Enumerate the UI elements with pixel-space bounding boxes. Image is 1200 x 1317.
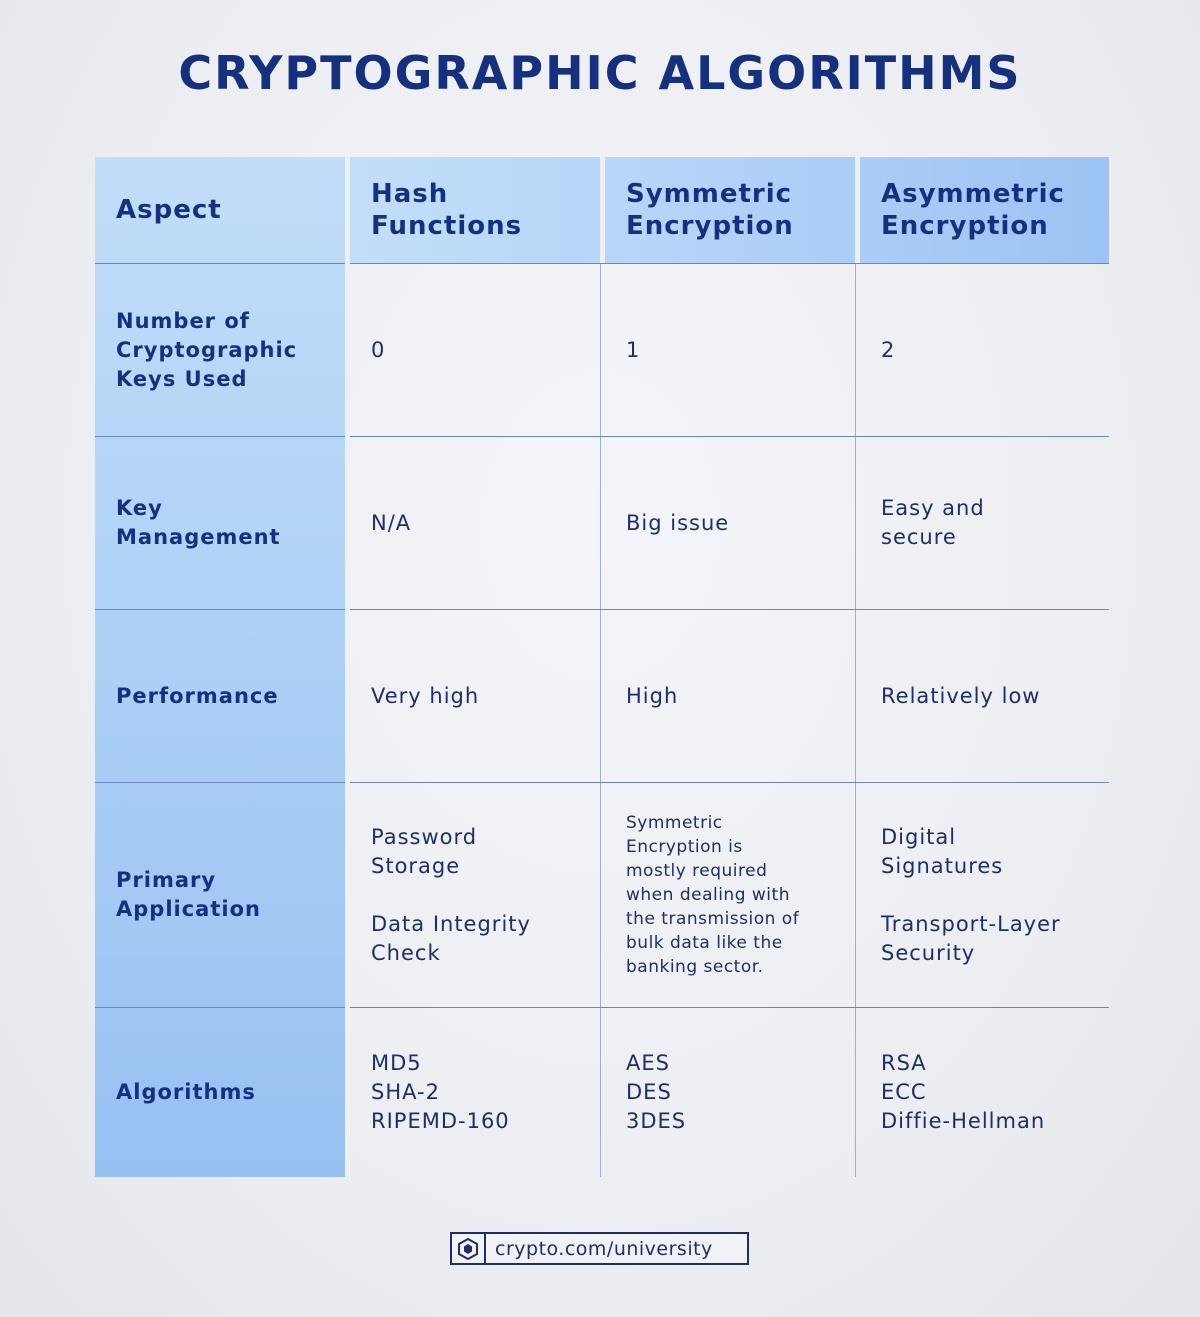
row-label-key-management: Key Management bbox=[116, 496, 281, 549]
row-label-primary-application: Primary Application bbox=[116, 868, 261, 921]
column-divider bbox=[855, 263, 856, 1177]
cell-symmetric-performance: High bbox=[626, 683, 679, 708]
cell-asymmetric-algorithms: RSA ECC Diffie-Hellman bbox=[881, 1051, 1046, 1133]
footer-link[interactable] bbox=[450, 1232, 749, 1265]
row-label-algorithms: Algorithms bbox=[116, 1080, 256, 1104]
cell-symmetric-algorithms: AES DES 3DES bbox=[626, 1051, 687, 1133]
comparison-table bbox=[95, 157, 1109, 1177]
header-asymmetric-encryption: Asymmetric Encryption bbox=[881, 179, 1065, 241]
row-label-keys-used: Number of Cryptographic Keys Used bbox=[116, 308, 298, 391]
cell-symmetric-primary-application: Symmetric Encryption is mostly required when dealing with the transmission of bulk data like the banking sector. bbox=[626, 813, 800, 977]
cell-asymmetric-primary-application: Digital Signatures Transport-Layer Security bbox=[881, 824, 1061, 965]
footer-url: crypto.com/university bbox=[495, 1237, 713, 1260]
cell-asymmetric-keys-used: 2 bbox=[881, 337, 896, 362]
cell-hash-keys-used: 0 bbox=[371, 337, 386, 362]
header-hash-functions: Hash Functions bbox=[371, 179, 523, 241]
cell-hash-key-management: N/A bbox=[371, 510, 412, 535]
cell-symmetric-key-management: Big issue bbox=[626, 510, 730, 535]
cell-hash-algorithms: MD5 SHA-2 RIPEMD-160 bbox=[371, 1051, 510, 1133]
cell-asymmetric-performance: Relatively low bbox=[881, 683, 1041, 708]
row-label-performance: Performance bbox=[116, 683, 279, 708]
crypto-com-logo-icon bbox=[452, 1234, 486, 1263]
cell-hash-performance: Very high bbox=[371, 683, 480, 708]
cell-asymmetric-key-management: Easy and secure bbox=[881, 496, 985, 549]
cell-hash-primary-application: Password Storage Data Integrity Check bbox=[371, 824, 531, 965]
header-symmetric-encryption: Symmetric Encryption bbox=[626, 179, 794, 241]
cell-symmetric-keys-used: 1 bbox=[626, 337, 641, 362]
page-title: CRYPTOGRAPHIC ALGORITHMS bbox=[178, 46, 1022, 100]
column-divider bbox=[600, 263, 601, 1177]
header-aspect: Aspect bbox=[116, 195, 222, 225]
